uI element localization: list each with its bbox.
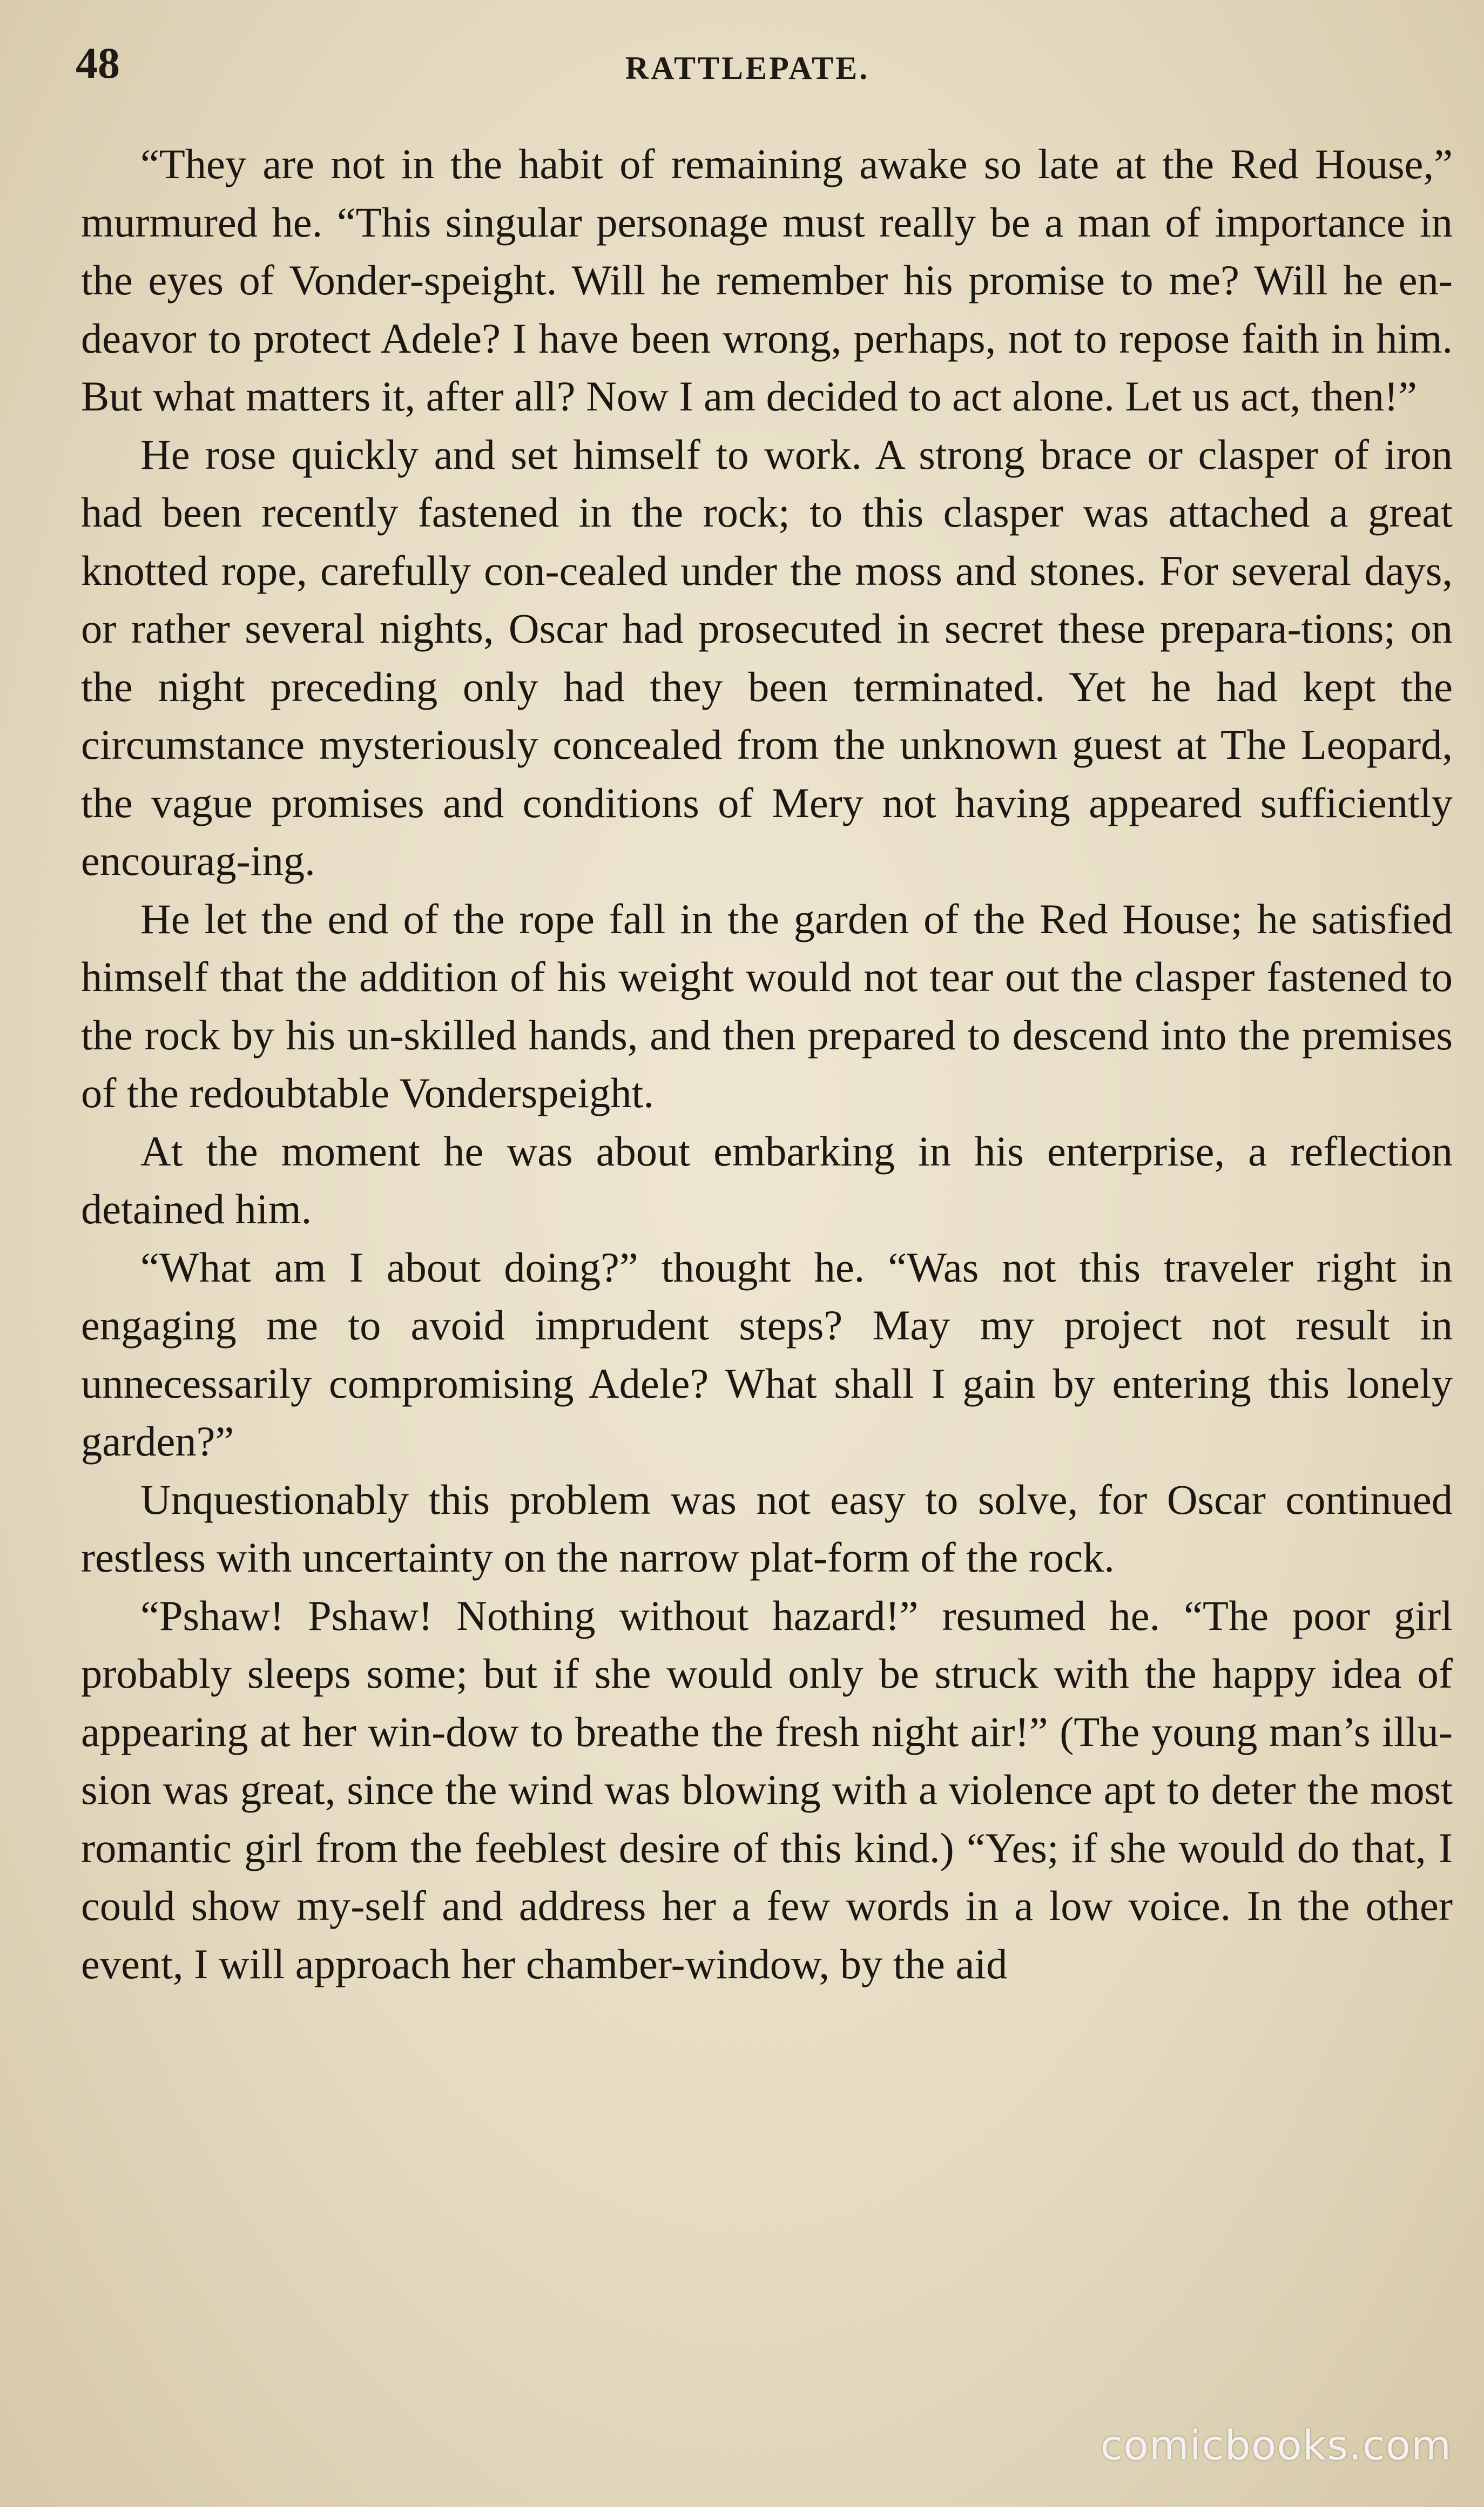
watermark: comicbooks.com — [1100, 2421, 1452, 2469]
page-number: 48 — [76, 38, 120, 87]
paragraph: “What am I about doing?” thought he. “Was not this traveler right in engaging me to avoid imprudent steps? May my project not result in unnecessarily compromising Adele? What shall I gain by entering this lonely garden?” — [81, 1243, 1453, 1465]
paragraph: “They are not in the habit of remaining awake so late at the Red House,” murmured he. “This singular personage must really be a man of importance in the eyes of Vonder-speight. Will he remember his promise to me? Will he en-deavor to protect Adele? I have been wrong, perhaps, not to repose faith in him. But what matters it, after all? Now I am decided to act alone. Let us act, then!” — [81, 140, 1453, 420]
page-header — [76, 38, 1419, 97]
running-head: RATTLEPATE. — [625, 50, 870, 86]
paragraph: At the moment he was about embarking in his enterprise, a reflection detained him. — [81, 1127, 1453, 1232]
paragraph: “Pshaw! Pshaw! Nothing without hazard!” resumed he. “The poor girl probably sleeps some; but if she would only be struck with the happy idea of appearing at her win-dow to breathe the fresh night air!” (The young man’s illu-sion was great, since the wind was blowing with a violence apt to deter the most romantic girl from the feeblest desire of this kind.) “Yes; if she would do that, I could show my-self and address her a few words in a low voice. In the other event, I will approach her chamber-window, by the aid — [81, 1592, 1453, 1987]
page-body-text — [81, 135, 1453, 1993]
paragraph: Unquestionably this problem was not easy to solve, for Oscar continued restless with uncertainty on the narrow plat-form of the rock. — [81, 1475, 1453, 1581]
paragraph: He let the end of the rope fall in the garden of the Red House; he satisfied himself that the addition of his weight would not tear out the clasper fastened to the rock by his un-skilled hands, and then prepared to descend into the premises of the redoubtable Vonderspeight. — [81, 895, 1453, 1116]
paragraph: He rose quickly and set himself to work. A strong brace or clasper of iron had been recently fastened in the rock; to this clasper was attached a great knotted rope, carefully con-cealed under the moss and stones. For several days, or rather several nights, Oscar had prosecuted in secret these prepara-tions; on the night preceding only had they been terminated. Yet he had kept the circumstance mysteriously concealed from the unknown guest at The Leopard, the vague promises and conditions of Mery not having appeared sufficiently encourag-ing. — [81, 430, 1453, 884]
